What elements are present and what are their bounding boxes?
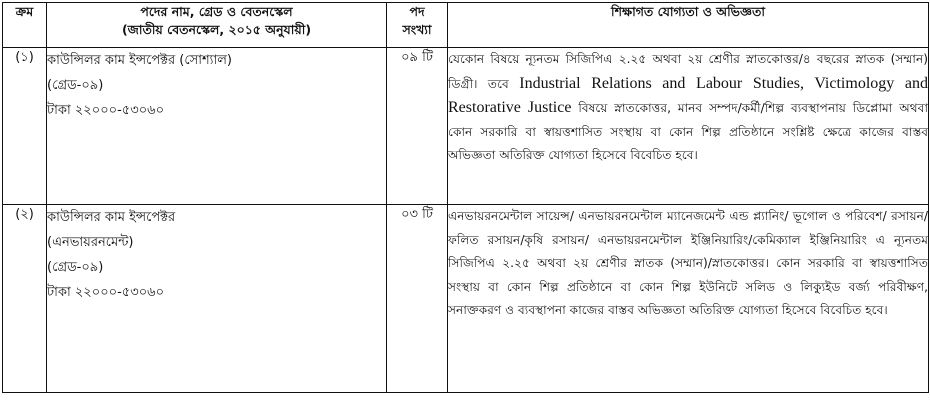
table-row <box>3 205 929 393</box>
qualification-text: যেকোন বিষয়ে ন্যূনতম সিজিপিএ ২.২৫ অথবা ২য় শ্রেণীর স্নাতকোত্তর/৪ বছরের স্নাতক (সম্মান) ডিগ্রী। তবে <box>448 52 928 91</box>
post-salary: টাকা ২২০০০-৫৩০৬০ <box>47 103 165 118</box>
post-name: কাউন্সিলর কাম ইন্সপেক্টর <box>47 210 176 225</box>
row-count <box>387 48 448 205</box>
row-post <box>47 48 387 205</box>
header-serial-label: ক্রম <box>15 4 34 19</box>
post-grade: (গ্রেড-০৯) <box>47 260 104 275</box>
post-salary: টাকা ২২০০০-৫৩০৬০ <box>47 285 165 300</box>
header-serial <box>3 3 47 48</box>
post-count: ০৩ টি <box>401 207 433 222</box>
header-qualification-label: শিক্ষাগত যোগ্যতা ও অভিজ্ঞতা <box>611 4 765 19</box>
header-count-label: পদ <box>409 4 425 19</box>
serial-number: (২) <box>15 207 34 222</box>
row-qualification <box>448 205 929 393</box>
qualification-english-subjects: Industrial Relations and Labour Studies, Victimology and Restorative Justice <box>448 74 928 116</box>
row-count <box>387 205 448 393</box>
row-serial <box>3 205 47 393</box>
row-post <box>47 205 387 393</box>
row-serial <box>3 48 47 205</box>
post-grade: (গ্রেড-০৯) <box>47 78 104 93</box>
row-qualification <box>448 48 929 205</box>
header-post-sublabel: (জাতীয় বেতনস্কেল, ২০১৫ অনুযায়ী) <box>121 22 312 37</box>
table-header-row <box>3 3 929 48</box>
post-count: ০৯ টি <box>401 50 433 65</box>
header-post-label: পদের নাম, গ্রেড ও বেতনস্কেল <box>140 4 293 19</box>
header-count <box>387 3 448 48</box>
header-post <box>47 3 387 48</box>
qualification-text-continued: বিষয়ে স্নাতকোত্তর, মানব সম্পদ/কর্মী/শিল্প ব্যবস্থাপনায় ডিপ্লোমা অথবা কোন সরকারি বা স্বায়ত্তশাসিত সংস্থায় বা কোন শিল্প প্রতিষ্ঠানে সংশ্লিষ্ট ক্ষেত্রে কাজের বাস্তব অভিজ্ঞতা অতিরিক্ত যোগ্যতা হিসেবে বিবেচিত হবে। <box>448 101 928 162</box>
qualification-text: এনভায়রনমেন্টাল সায়েন্স/ এনভায়রনমেন্টাল ম্যানেজমেন্ট এন্ড প্ল্যানিং/ ভূগোল ও পরিবেশ/ রসায়ন/ ফলিত রসায়ন/কৃষি রসায়ন/ এনভায়রনমেন্টাল ইঞ্জিনিয়ারিং/কেমিক্যাল ইঞ্জিনিয়ারিং এ ন্যূনতম সিজিপিএ ২.২৫ অথবা ২য় শ্রেণীর স্নাতক (সম্মান)/স্নাতকোত্তর। কোন সরকারি বা স্বায়ত্তশাসিত সংস্থায় বা কোন শিল্প প্রতিষ্ঠানে বা কোন শিল্প ইউনিটে সলিড ও লিক্যুইড বর্জ্য পরিবীক্ষণ, সনাক্তকরণ ও ব্যবস্থাপনা কাজের বাস্তব অভিজ্ঞতা অতিরিক্ত যোগ্যতা হিসেবে বিবেচিত হবে। <box>448 209 928 317</box>
post-subtitle: (এনভায়রনমেন্ট) <box>47 235 134 250</box>
header-count-sublabel: সংখ্যা <box>402 22 432 37</box>
job-requirements-table <box>2 2 929 393</box>
serial-number: (১) <box>15 50 34 65</box>
header-qualification <box>448 3 929 48</box>
post-name: কাউন্সিলর কাম ইন্সপেক্টর (সোশ্যাল) <box>47 53 232 68</box>
table-row <box>3 48 929 205</box>
